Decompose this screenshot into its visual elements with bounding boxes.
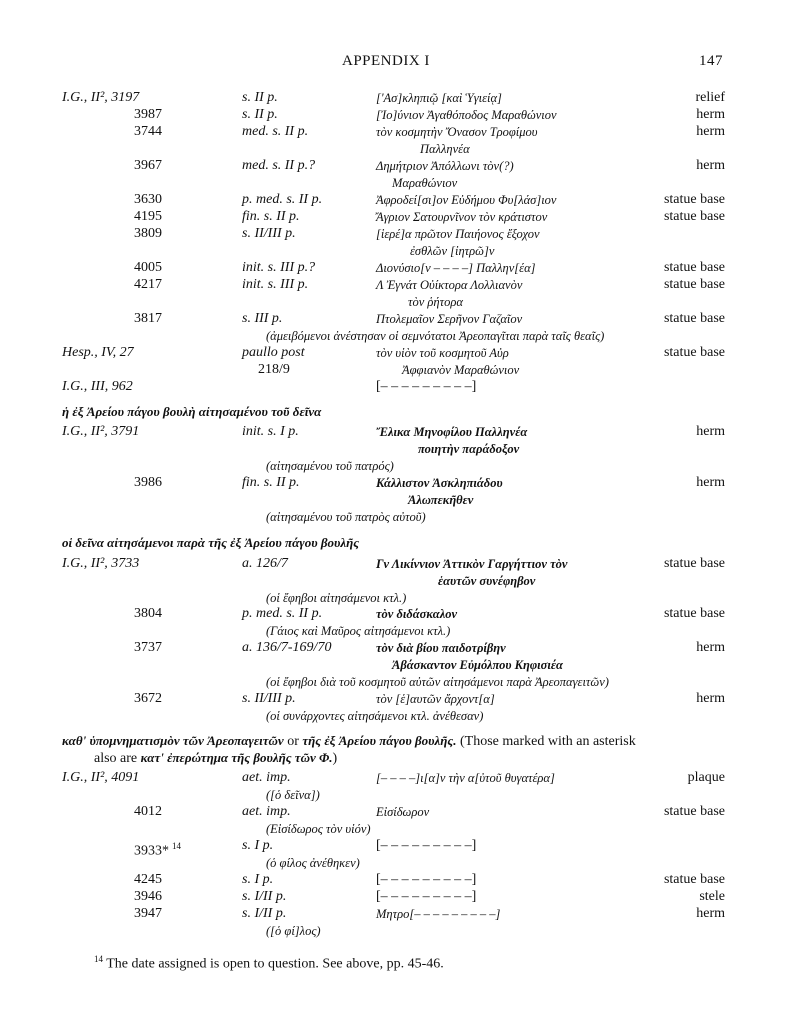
greek-text: τὸν [ἑ]αυτῶν ἄρχοντ[α] [376,692,495,706]
date-ref: aet. imp. [242,804,291,819]
dedicator-note: (οἱ ἔφηβοι διὰ τοῦ κοσμητοῦ αὐτῶν αἰτησάμενοι παρὰ Ἀρεοπαγειτῶν) [266,675,609,689]
date-ref: s. II p. [242,90,278,105]
monument-type: stele [699,889,725,904]
source-ref: I.G., II², 3733 [62,556,140,571]
footnote-marker: 14 [172,841,181,851]
section-heading-greek: καθ' ὑπομνηματισμὸν τῶν Ἀρεοπαγειτῶν [62,733,284,748]
date-ref: s. II/III p. [242,226,296,241]
monument-type: herm [696,691,725,706]
date-ref: p. med. s. II p. [242,606,323,621]
date-ref: init. s. III p.? [242,260,316,275]
greek-text: τὸν κοσμητὴν Ὄνασον Τροφίμου [376,125,538,139]
date-ref: s. I/II p. [242,889,287,904]
greek-text-cont: ἑαυτῶν συνέφηβον [438,574,536,588]
date-ref: init. s. III p. [242,277,309,292]
source-ref: 3987 [134,107,162,122]
section-heading-line2-a: also are [94,751,141,766]
section-heading: ἡ ἐξ Ἀρείου πάγου βουλὴ αἰτησαμένου τοῦ δεῖνα [62,404,322,419]
source-ref: I.G., II², 4091 [62,770,140,785]
source-ref: 3737 [134,640,162,655]
greek-text: Μητρο[– – – – – – – – –] [376,907,501,921]
dedicator-note: (ὁ φίλος ἀνέθηκεν) [266,856,360,870]
page-title: APPENDIX I [342,53,430,69]
date-ref: init. s. I p. [242,424,299,439]
monument-type: statue base [663,260,725,275]
greek-text: Πτολεμαῖον Σερῆνον Γαζαῖον [376,312,523,326]
section-heading-line2-b: ) [332,751,338,766]
source-ref: 4012 [134,804,162,819]
monument-type: statue base [663,311,725,326]
source-ref: 3809 [134,226,162,241]
date-ref: s. II/III p. [242,691,296,706]
footnote-text: The date assigned is open to question. See above, pp. 45-46. [103,956,444,972]
date-ref: med. s. II p.? [242,158,316,173]
source-ref: I.G., II², 3197 [62,90,140,105]
greek-text: [– – – – – – – – –] [376,872,477,887]
source-ref: 3817 [134,311,162,326]
source-ref: 3744 [134,124,162,139]
monument-type: relief [695,90,725,105]
greek-text: Κάλλιστον Ἀσκληπιάδου [376,476,503,490]
greek-text: τὸν διδάσκαλον [376,607,458,621]
section-heading-or: or [283,734,303,749]
greek-text: [– – – –]ι[α]ν τὴν α[ὐτοῦ θυγατέρα] [376,771,555,785]
dedicator-note: ([ὁ φί]λος) [266,924,321,938]
monument-type: statue base [663,556,725,571]
greek-text-cont: Ἀλωπεκῆθεν [408,493,474,507]
monument-type: statue base [663,209,725,224]
dedicator-note: (Εἰσίδωρος τὸν υἱόν) [266,822,371,836]
monument-type: statue base [663,277,725,292]
greek-text: [– – – – – – – – –] [376,889,477,904]
greek-text-cont: Παλληνέα [420,142,470,156]
greek-text: [Ἰο]ύνιον Ἀγαθόποδος Μαραθώνιον [376,108,557,122]
monument-type: herm [696,124,725,139]
section-heading [62,733,636,750]
source-ref-number: 3933* [134,843,169,859]
monument-type: statue base [663,345,725,360]
source-ref: 3986 [134,475,162,490]
greek-text: τὸν διὰ βίου παιδοτρίβην [376,641,506,655]
monument-type: statue base [663,192,725,207]
section-heading: οἱ δεῖνα αἰτησάμενοι παρὰ τῆς ἐξ Ἀρείου πάγου βουλῆς [62,535,360,550]
greek-text-cont: τὸν ῥήτορα [408,295,463,309]
greek-text: Ἀφροδεί[σι]ον Εὐδήμου Φυ[λάσ]ιον [376,193,557,207]
greek-text: Δημήτριον Ἀπόλλωνι τὸν(?) [376,159,514,173]
section-heading-note: (Those marked with an asterisk [456,734,636,749]
greek-text-cont: Ἀφφιανὸν Μαραθώνιον [402,363,520,377]
greek-text-cont: ποιητὴν παράδοξον [418,442,520,456]
date-ref: paullo post [242,345,305,360]
source-ref: 3672 [134,691,162,706]
source-ref: I.G., II², 3791 [62,424,140,439]
greek-text: Ἄγριον Σατουρνῖνον τὸν κράτιστον [376,210,548,224]
dedicator-note: (Γάιος καὶ Μαῦρος αἰτησάμενοι κτλ.) [266,624,451,638]
date-ref: aet. imp. [242,770,291,785]
date-ref: s. III p. [242,311,283,326]
greek-text-cont: Μαραθώνιον [392,176,458,190]
footnote [94,954,444,973]
dedicator-note: (αἰτησαμένου τοῦ πατρὸς αὐτοῦ) [266,510,426,524]
monument-type: statue base [663,872,725,887]
greek-text: Λ Ἐγνάτ Οὐίκτορα Λολλιανὸν [376,278,523,292]
date-ref: s. I p. [242,872,274,887]
greek-text: Εἰσίδωρον [376,805,430,819]
date-ref: s. I p. [242,838,274,853]
dedicator-note: ([ὁ δεῖνα]) [266,788,320,802]
greek-text: Γν Λικίννιον Ἀττικὸν Γαργήττιον τὸν [376,557,568,571]
monument-type: statue base [663,804,725,819]
date-ref: s. II p. [242,107,278,122]
monument-type: herm [696,906,725,921]
monument-type: plaque [687,770,725,785]
source-ref [134,838,181,860]
source-ref: 3967 [134,158,162,173]
monument-type: herm [696,424,725,439]
greek-text: ['Ασ]κληπιῷ [καὶ Ὑγιείᾳ] [376,91,502,105]
greek-text: [– – – – – – – – –] [376,838,477,853]
monument-type: herm [696,475,725,490]
date-ref: p. med. s. II p. [242,192,323,207]
date-ref: a. 126/7 [242,556,288,571]
footnote-number: 14 [94,954,103,964]
source-ref: I.G., III, 962 [62,379,133,394]
monument-type: herm [696,107,725,122]
dedicator-note: (οἱ συνάρχοντες αἰτησάμενοι κτλ. ἀνέθεσαν) [266,709,484,723]
monument-type: statue base [663,606,725,621]
date-ref: med. s. II p. [242,124,309,139]
dedicator-note: (αἰτησαμένου τοῦ πατρός) [266,459,394,473]
page-number: 147 [699,53,723,69]
section-heading-line2-greek: κατ' ἐπερώτημα τῆς βουλῆς τῶν Φ. [140,750,333,765]
date-ref: s. I/II p. [242,906,287,921]
date-ref: fin. s. II p. [242,209,300,224]
source-ref: 3804 [134,606,162,621]
dedicator-note: (ἀμειβόμενοι ἀνέστησαν οἱ σεμνότατοι Ἀρεοπαγῖται παρὰ ταῖς θεαῖς) [266,329,605,343]
source-ref: 3947 [134,906,162,921]
monument-type: herm [696,158,725,173]
greek-text: [ἱερέ]α πρῶτον Παιήονος ἔξοχον [376,227,540,241]
source-ref: 3946 [134,889,162,904]
monument-type: herm [696,640,725,655]
greek-text: Διονύσιο[ν – – – –] Παλλην[έα] [376,261,536,275]
source-ref: Hesp., IV, 27 [62,345,134,360]
dedicator-note: (οἱ ἔφηβοι αἰτησάμενοι κτλ.) [266,591,407,605]
date-ref-cont: 218/9 [258,362,290,377]
date-ref: a. 136/7-169/70 [242,640,332,655]
greek-text: [– – – – – – – – –] [376,379,477,394]
greek-text: τὸν υἱὸν τοῦ κοσμητοῦ Αὐρ [376,346,509,360]
source-ref: 3630 [134,192,162,207]
source-ref: 4005 [134,260,162,275]
greek-text: Ἔλικα Μηνοφίλου Παλληνέα [376,425,528,439]
source-ref: 4195 [134,209,162,224]
date-ref: fin. s. II p. [242,475,300,490]
greek-text-cont: Ἀβάσκαντον Εὐμόλπου Κηφισιέα [392,658,563,672]
section-heading-greek-2: τῆς ἐξ Ἀρείου πάγου βουλῆς. [302,733,457,748]
section-heading-line2 [94,750,337,767]
source-ref: 4245 [134,872,162,887]
greek-text-cont: ἐσθλῶν [ἰητρῶ]ν [410,244,495,258]
source-ref: 4217 [134,277,162,292]
